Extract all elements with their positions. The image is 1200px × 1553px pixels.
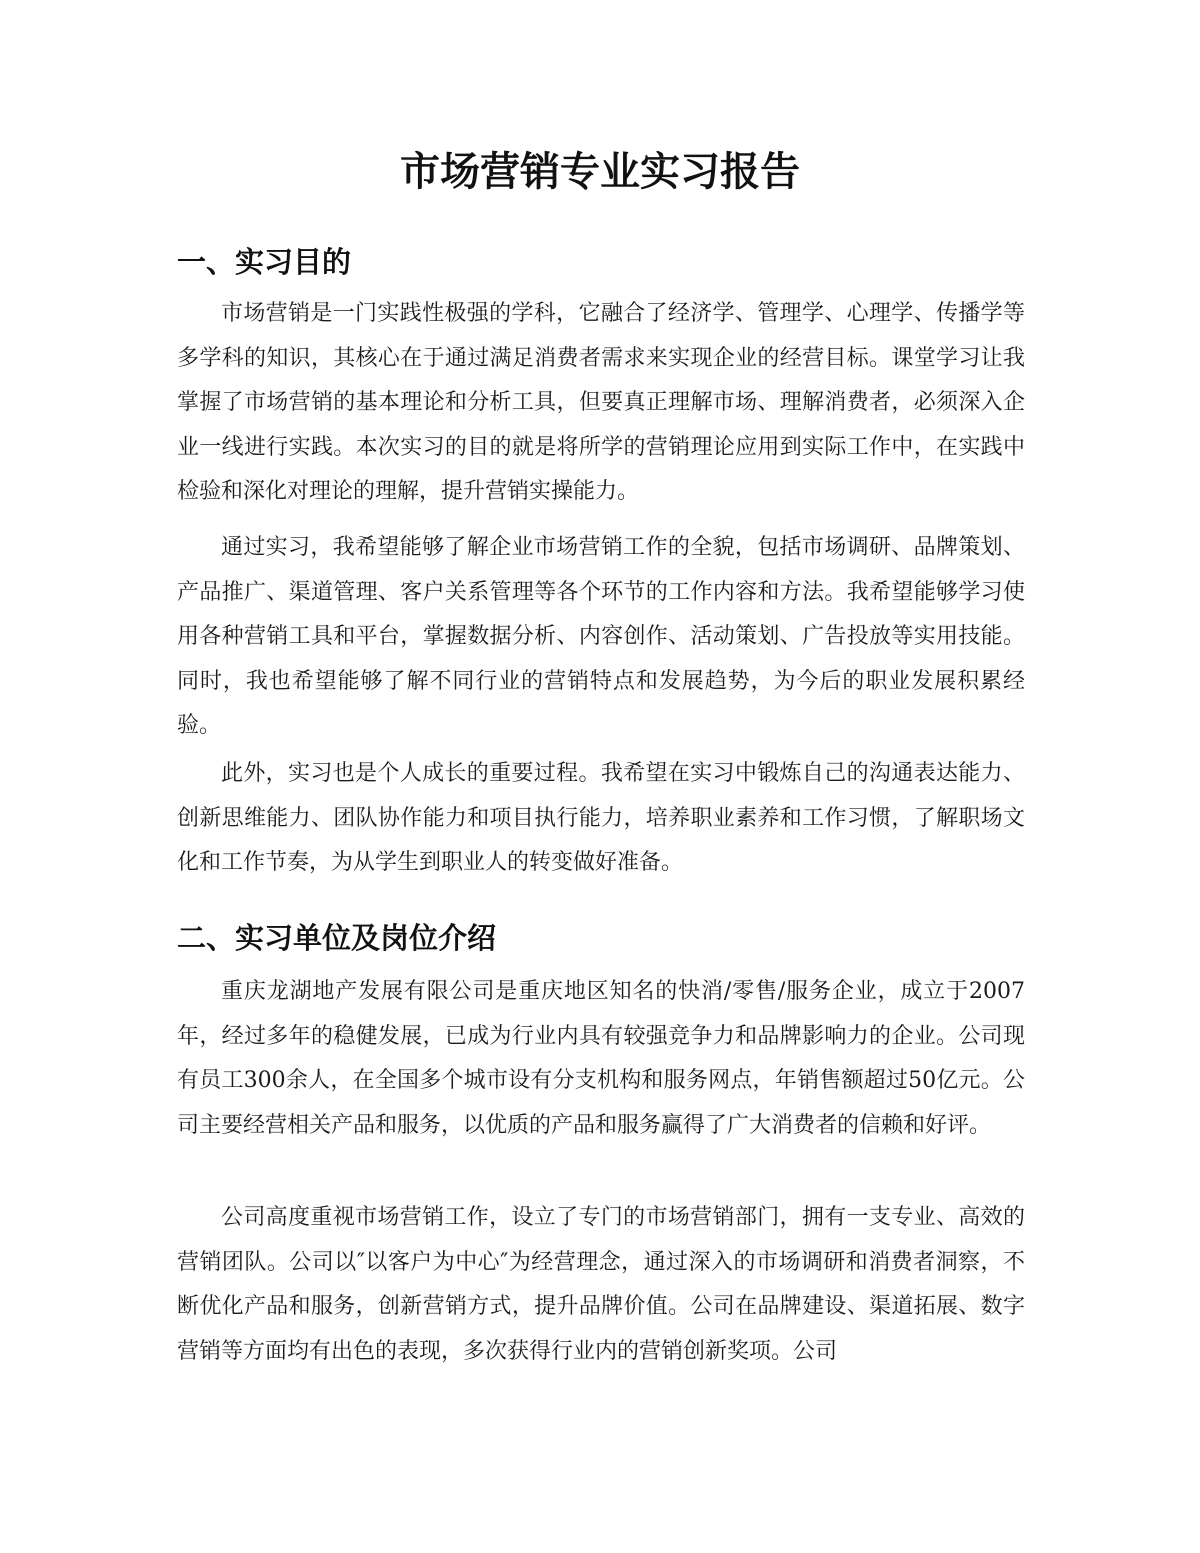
paragraph: 通过实习，我希望能够了解企业市场营销工作的全貌，包括市场调研、品牌策划、产品推广、渠道管理、客户关系管理等各个环节的工作内容和方法。我希望能够学习使用各种营销工具和平台，掌握数据分析、内容创作、活动策划、广告投放等实用技能。同时，我也希望能够了解不同行业的营销特点和发展趋势，为今后的职业发展积累经验。 bbox=[177, 535, 1025, 738]
section-heading-purpose: 一、实习目的 bbox=[177, 245, 352, 279]
paragraph: 重庆龙湖地产发展有限公司是重庆地区知名的快消/零售/服务企业，成立于2007年，经过多年的稳健发展，已成为行业内具有较强竞争力和品牌影响力的企业。公司现有员工300余人，在全国多个城市设有分支机构和服务网点，年销售额超过50亿元。公司主要经营相关产品和服务，以优质的产品和服务赢得了广大消费者的信赖和好评。 bbox=[177, 979, 1025, 1138]
document-title: 市场营销专业实习报告 bbox=[400, 149, 800, 195]
paragraph: 市场营销是一门实践性极强的学科，它融合了经济学、管理学、心理学、传播学等多学科的知识，其核心在于通过满足消费者需求来实现企业的经营目标。课堂学习让我掌握了市场营销的基本理论和分析工具，但要真正理解市场、理解消费者，必须深入企业一线进行实践。本次实习的目的就是将所学的营销理论应用到实际工作中，在实践中检验和深化对理论的理解，提升营销实操能力。 bbox=[177, 301, 1025, 504]
paragraph: 公司高度重视市场营销工作，设立了专门的市场营销部门，拥有一支专业、高效的营销团队。公司以″以客户为中心″为经营理念，通过深入的市场调研和消费者洞察，不断优化产品和服务，创新营销方式，提升品牌价值。公司在品牌建设、渠道拓展、数字营销等方面均有出色的表现，多次获得行业内的营销创新奖项。公司 bbox=[177, 1205, 1025, 1364]
section-heading-company: 二、实习单位及岗位介绍 bbox=[177, 921, 497, 955]
paragraph: 此外，实习也是个人成长的重要过程。我希望在实习中锻炼自己的沟通表达能力、创新思维能力、团队协作能力和项目执行能力，培养职业素养和工作习惯，了解职场文化和工作节奏，为从学生到职业人的转变做好准备。 bbox=[177, 761, 1025, 875]
